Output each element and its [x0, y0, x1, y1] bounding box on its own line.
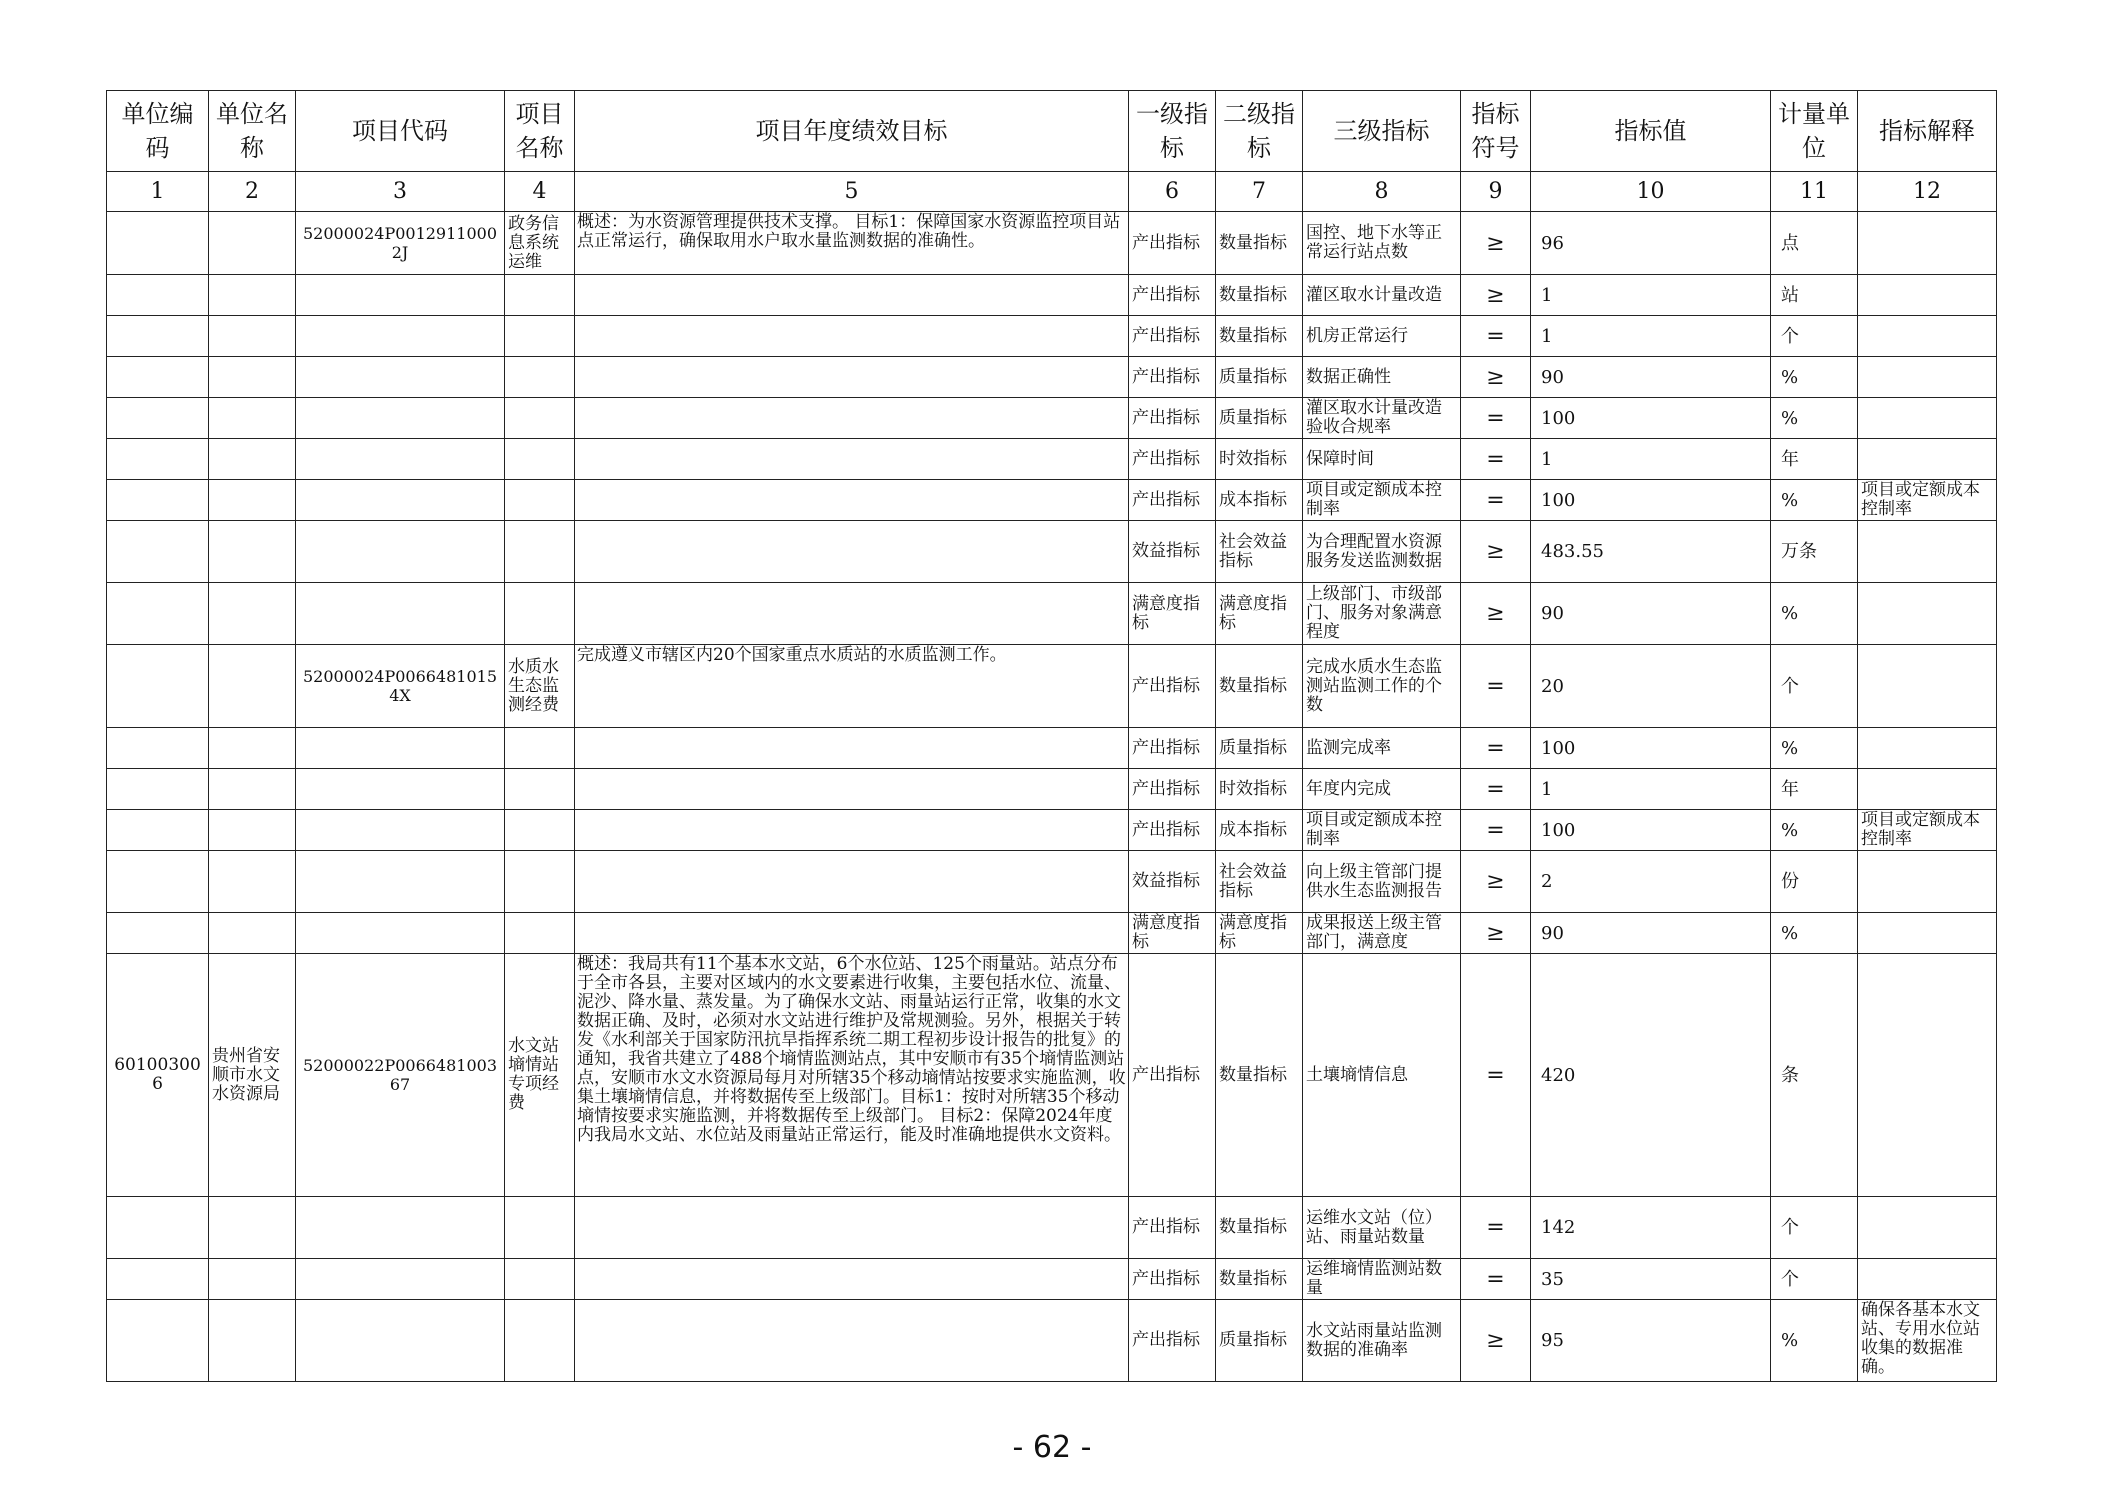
cell-level1-indicator: 产出指标 [1129, 769, 1216, 810]
cell-measure-unit: 条 [1771, 954, 1858, 1197]
cell-indicator-note: 项目或定额成本控制率 [1858, 810, 1997, 851]
cell-level2-indicator: 质量指标 [1216, 398, 1303, 439]
cell-annual-goal [575, 913, 1129, 954]
cell-level3-indicator: 机房正常运行 [1303, 316, 1461, 357]
cell-unit-code [107, 439, 209, 480]
cell-indicator-note [1858, 316, 1997, 357]
cell-level1-indicator: 产出指标 [1129, 954, 1216, 1197]
cell-annual-goal: 完成遵义市辖区内20个国家重点水质站的水质监测工作。 [575, 645, 1129, 728]
cell-unit-code [107, 316, 209, 357]
cell-project-name [505, 851, 575, 913]
cell-project-code [296, 480, 505, 521]
table-body [107, 212, 1997, 1382]
cell-level2-indicator: 满意度指标 [1216, 913, 1303, 954]
cell-level2-indicator: 质量指标 [1216, 357, 1303, 398]
cell-measure-unit: 站 [1771, 275, 1858, 316]
cell-annual-goal [575, 439, 1129, 480]
cell-unit-name [209, 275, 296, 316]
cell-level2-indicator: 时效指标 [1216, 439, 1303, 480]
cell-project-code [296, 1259, 505, 1300]
cell-annual-goal [575, 810, 1129, 851]
cell-indicator-symbol: = [1461, 1197, 1531, 1259]
cell-project-code [296, 583, 505, 645]
header-annual-goal: 项目年度绩效目标 [575, 91, 1129, 172]
cell-indicator-value: 142 [1531, 1197, 1771, 1259]
table-row [107, 583, 1997, 645]
cell-indicator-note [1858, 645, 1997, 728]
cell-unit-name [209, 810, 296, 851]
cell-indicator-value: 483.55 [1531, 521, 1771, 583]
cell-level1-indicator: 产出指标 [1129, 810, 1216, 851]
cell-annual-goal: 概述：为水资源管理提供技术支撑。 目标1：保障国家水资源监控项目站点正常运行，确保取用水户取水量监测数据的准确性。 [575, 212, 1129, 275]
cell-level3-indicator: 数据正确性 [1303, 357, 1461, 398]
cell-measure-unit: 份 [1771, 851, 1858, 913]
cell-level3-indicator: 保障时间 [1303, 439, 1461, 480]
cell-project-code [296, 913, 505, 954]
cell-unit-name [209, 769, 296, 810]
column-number: 5 [575, 172, 1129, 212]
cell-project-name [505, 1197, 575, 1259]
cell-project-name [505, 275, 575, 316]
cell-annual-goal [575, 275, 1129, 316]
cell-project-code [296, 398, 505, 439]
column-number: 10 [1531, 172, 1771, 212]
cell-level3-indicator: 灌区取水计量改造 [1303, 275, 1461, 316]
cell-level3-indicator: 灌区取水计量改造验收合规率 [1303, 398, 1461, 439]
cell-level3-indicator: 上级部门、市级部门、服务对象满意程度 [1303, 583, 1461, 645]
cell-level1-indicator: 产出指标 [1129, 1197, 1216, 1259]
header-project-code: 项目代码 [296, 91, 505, 172]
cell-measure-unit: 个 [1771, 1197, 1858, 1259]
cell-measure-unit: % [1771, 480, 1858, 521]
table-row [107, 769, 1997, 810]
cell-project-name [505, 398, 575, 439]
cell-indicator-value: 95 [1531, 1300, 1771, 1382]
header-unit-code: 单位编码 [107, 91, 209, 172]
cell-level1-indicator: 效益指标 [1129, 521, 1216, 583]
cell-measure-unit: % [1771, 357, 1858, 398]
cell-indicator-symbol: ≥ [1461, 583, 1531, 645]
cell-project-code [296, 1300, 505, 1382]
cell-unit-name [209, 357, 296, 398]
cell-level1-indicator: 产出指标 [1129, 316, 1216, 357]
column-number: 11 [1771, 172, 1858, 212]
column-number: 3 [296, 172, 505, 212]
cell-project-code [296, 728, 505, 769]
column-number-row [107, 172, 1997, 212]
cell-annual-goal [575, 1300, 1129, 1382]
cell-unit-code [107, 1259, 209, 1300]
cell-project-name [505, 521, 575, 583]
cell-unit-name [209, 212, 296, 275]
cell-level1-indicator: 效益指标 [1129, 851, 1216, 913]
table-row [107, 645, 1997, 728]
cell-level3-indicator: 完成水质水生态监测站监测工作的个数 [1303, 645, 1461, 728]
table-row [107, 480, 1997, 521]
cell-indicator-symbol: = [1461, 769, 1531, 810]
cell-project-name [505, 439, 575, 480]
header-project-name: 项目名称 [505, 91, 575, 172]
cell-indicator-symbol: ≥ [1461, 357, 1531, 398]
cell-project-name: 水文站墒情站专项经费 [505, 954, 575, 1197]
cell-project-name [505, 583, 575, 645]
cell-level1-indicator: 产出指标 [1129, 212, 1216, 275]
cell-project-code: 52000022P006648100367 [296, 954, 505, 1197]
cell-level3-indicator: 运维水文站（位）站、雨量站数量 [1303, 1197, 1461, 1259]
cell-indicator-symbol: = [1461, 1259, 1531, 1300]
cell-unit-name [209, 316, 296, 357]
column-number: 7 [1216, 172, 1303, 212]
header-unit-name: 单位名称 [209, 91, 296, 172]
cell-project-name [505, 480, 575, 521]
cell-level2-indicator: 满意度指标 [1216, 583, 1303, 645]
cell-measure-unit: % [1771, 398, 1858, 439]
cell-level3-indicator: 运维墒情监测站数量 [1303, 1259, 1461, 1300]
table-row [107, 439, 1997, 480]
header-measure-unit: 计量单位 [1771, 91, 1858, 172]
cell-indicator-note [1858, 398, 1997, 439]
cell-annual-goal [575, 583, 1129, 645]
cell-indicator-note [1858, 212, 1997, 275]
cell-project-code: 52000024P00129110002J [296, 212, 505, 275]
cell-unit-code [107, 851, 209, 913]
cell-level1-indicator: 产出指标 [1129, 357, 1216, 398]
header-level2-indicator: 二级指标 [1216, 91, 1303, 172]
cell-indicator-symbol: ≥ [1461, 1300, 1531, 1382]
cell-indicator-value: 100 [1531, 398, 1771, 439]
cell-measure-unit: % [1771, 728, 1858, 769]
cell-annual-goal [575, 728, 1129, 769]
cell-indicator-symbol: = [1461, 810, 1531, 851]
cell-project-code [296, 521, 505, 583]
cell-level1-indicator: 满意度指标 [1129, 913, 1216, 954]
cell-project-name [505, 728, 575, 769]
cell-measure-unit: 年 [1771, 439, 1858, 480]
cell-project-code [296, 275, 505, 316]
cell-unit-code [107, 1197, 209, 1259]
column-number: 12 [1858, 172, 1997, 212]
cell-level3-indicator: 国控、地下水等正常运行站点数 [1303, 212, 1461, 275]
cell-project-name: 政务信息系统运维 [505, 212, 575, 275]
cell-indicator-symbol: = [1461, 316, 1531, 357]
cell-indicator-note [1858, 1197, 1997, 1259]
cell-measure-unit: 个 [1771, 316, 1858, 357]
table-row [107, 521, 1997, 583]
cell-project-code [296, 769, 505, 810]
cell-indicator-symbol: ≥ [1461, 275, 1531, 316]
page-number: - 62 - [1012, 1430, 1092, 1465]
cell-measure-unit: % [1771, 913, 1858, 954]
cell-indicator-value: 90 [1531, 357, 1771, 398]
column-number: 2 [209, 172, 296, 212]
cell-unit-name [209, 398, 296, 439]
cell-project-name [505, 316, 575, 357]
cell-level3-indicator: 成果报送上级主管部门，满意度 [1303, 913, 1461, 954]
header-indicator-note: 指标解释 [1858, 91, 1997, 172]
cell-level2-indicator: 质量指标 [1216, 1300, 1303, 1382]
cell-level1-indicator: 产出指标 [1129, 439, 1216, 480]
cell-indicator-note: 确保各基本水文站、专用水位站收集的数据准确。 [1858, 1300, 1997, 1382]
cell-project-code: 52000024P00664810154X [296, 645, 505, 728]
cell-unit-code [107, 521, 209, 583]
cell-indicator-symbol: = [1461, 728, 1531, 769]
cell-unit-code [107, 769, 209, 810]
cell-unit-name [209, 851, 296, 913]
cell-level2-indicator: 数量指标 [1216, 1259, 1303, 1300]
cell-project-code [296, 851, 505, 913]
cell-level3-indicator: 向上级主管部门提供水生态监测报告 [1303, 851, 1461, 913]
cell-unit-code [107, 645, 209, 728]
cell-level2-indicator: 数量指标 [1216, 954, 1303, 1197]
cell-project-code [296, 316, 505, 357]
table-row [107, 1300, 1997, 1382]
cell-unit-name [209, 480, 296, 521]
cell-level2-indicator: 数量指标 [1216, 1197, 1303, 1259]
cell-unit-name [209, 1259, 296, 1300]
cell-level3-indicator: 项目或定额成本控制率 [1303, 810, 1461, 851]
column-number: 4 [505, 172, 575, 212]
cell-project-code [296, 1197, 505, 1259]
cell-indicator-note [1858, 769, 1997, 810]
cell-indicator-symbol: ≥ [1461, 521, 1531, 583]
cell-project-code [296, 439, 505, 480]
cell-indicator-note [1858, 583, 1997, 645]
cell-level1-indicator: 产出指标 [1129, 728, 1216, 769]
cell-indicator-symbol: = [1461, 398, 1531, 439]
cell-project-name [505, 357, 575, 398]
cell-level2-indicator: 数量指标 [1216, 212, 1303, 275]
cell-unit-name [209, 583, 296, 645]
header-indicator-value: 指标值 [1531, 91, 1771, 172]
cell-indicator-value: 90 [1531, 583, 1771, 645]
cell-level2-indicator: 数量指标 [1216, 645, 1303, 728]
cell-level1-indicator: 产出指标 [1129, 275, 1216, 316]
cell-indicator-value: 1 [1531, 316, 1771, 357]
cell-unit-code [107, 357, 209, 398]
cell-unit-code [107, 728, 209, 769]
cell-level2-indicator: 质量指标 [1216, 728, 1303, 769]
cell-level3-indicator: 年度内完成 [1303, 769, 1461, 810]
cell-indicator-symbol: = [1461, 954, 1531, 1197]
cell-project-name [505, 810, 575, 851]
cell-level2-indicator: 成本指标 [1216, 810, 1303, 851]
cell-unit-name [209, 521, 296, 583]
header-level1-indicator: 一级指标 [1129, 91, 1216, 172]
cell-indicator-note [1858, 275, 1997, 316]
cell-project-name: 水质水生态监测经费 [505, 645, 575, 728]
table-row [107, 316, 1997, 357]
cell-level3-indicator: 水文站雨量站监测数据的准确率 [1303, 1300, 1461, 1382]
cell-unit-code [107, 212, 209, 275]
cell-indicator-value: 100 [1531, 480, 1771, 521]
cell-level2-indicator: 时效指标 [1216, 769, 1303, 810]
cell-level3-indicator: 为合理配置水资源服务发送监测数据 [1303, 521, 1461, 583]
cell-unit-name [209, 1197, 296, 1259]
cell-unit-code [107, 1300, 209, 1382]
cell-unit-name [209, 913, 296, 954]
cell-indicator-symbol: = [1461, 480, 1531, 521]
cell-indicator-note [1858, 913, 1997, 954]
cell-indicator-symbol: = [1461, 645, 1531, 728]
table-row [107, 851, 1997, 913]
cell-level3-indicator: 监测完成率 [1303, 728, 1461, 769]
table-row [107, 357, 1997, 398]
header-row [107, 91, 1997, 172]
cell-unit-name [209, 1300, 296, 1382]
cell-project-name [505, 1259, 575, 1300]
cell-level2-indicator: 社会效益指标 [1216, 521, 1303, 583]
table-row [107, 913, 1997, 954]
cell-measure-unit: 年 [1771, 769, 1858, 810]
column-number: 9 [1461, 172, 1531, 212]
cell-measure-unit: % [1771, 810, 1858, 851]
performance-table [106, 90, 1997, 1382]
cell-measure-unit: 点 [1771, 212, 1858, 275]
cell-measure-unit: 个 [1771, 1259, 1858, 1300]
cell-level2-indicator: 数量指标 [1216, 275, 1303, 316]
cell-annual-goal [575, 480, 1129, 521]
cell-indicator-note [1858, 357, 1997, 398]
cell-level3-indicator: 项目或定额成本控制率 [1303, 480, 1461, 521]
cell-indicator-note [1858, 851, 1997, 913]
cell-annual-goal [575, 357, 1129, 398]
cell-annual-goal [575, 398, 1129, 439]
cell-indicator-note: 项目或定额成本控制率 [1858, 480, 1997, 521]
table-row [107, 275, 1997, 316]
cell-level1-indicator: 产出指标 [1129, 480, 1216, 521]
cell-indicator-value: 35 [1531, 1259, 1771, 1300]
cell-project-code [296, 357, 505, 398]
cell-unit-code [107, 583, 209, 645]
cell-annual-goal: 概述：我局共有11个基本水文站，6个水位站、125个雨量站。站点分布于全市各县，主要对区域内的水文要素进行收集，主要包括水位、流量、泥沙、降水量、蒸发量。为了确保水文站、雨量站运行正常，收集的水文数据正确、及时，必须对水文站进行维护及常规测验。另外，根据关于转发《水利部关于国家防汛抗旱指挥系统二期工程初步设计报告的批复》的通知，我省共建立了488个墒情监测站点，其中安顺市有35个墒情监测站点，安顺市水文水资源局每月对所辖35个移动墒情站按要求实施监测，收集土壤墒情信息，并将数据传至上级部门。目标1：按时对所辖35个移动墒情按要求实施监测，并将数据传至上级部门。 目标2：保障2024年度内我局水文站、水位站及雨量站正常运行，能及时准确地提供水文资料。 [575, 954, 1129, 1197]
cell-annual-goal [575, 521, 1129, 583]
cell-indicator-value: 90 [1531, 913, 1771, 954]
cell-unit-name [209, 645, 296, 728]
cell-measure-unit: % [1771, 1300, 1858, 1382]
cell-unit-code [107, 480, 209, 521]
cell-annual-goal [575, 316, 1129, 357]
cell-indicator-value: 96 [1531, 212, 1771, 275]
cell-indicator-value: 1 [1531, 439, 1771, 480]
cell-annual-goal [575, 851, 1129, 913]
column-number: 6 [1129, 172, 1216, 212]
cell-unit-code [107, 398, 209, 439]
cell-indicator-note [1858, 521, 1997, 583]
cell-level1-indicator: 产出指标 [1129, 1300, 1216, 1382]
cell-level2-indicator: 社会效益指标 [1216, 851, 1303, 913]
cell-unit-code [107, 275, 209, 316]
cell-annual-goal [575, 1259, 1129, 1300]
cell-indicator-note [1858, 954, 1997, 1197]
cell-indicator-note [1858, 439, 1997, 480]
cell-indicator-value: 1 [1531, 769, 1771, 810]
table-row [107, 398, 1997, 439]
cell-level3-indicator: 土壤墒情信息 [1303, 954, 1461, 1197]
cell-indicator-value: 2 [1531, 851, 1771, 913]
column-number: 8 [1303, 172, 1461, 212]
header-indicator-symbol: 指标符号 [1461, 91, 1531, 172]
cell-unit-code [107, 810, 209, 851]
cell-level1-indicator: 产出指标 [1129, 1259, 1216, 1300]
cell-level1-indicator: 满意度指标 [1129, 583, 1216, 645]
cell-indicator-symbol: = [1461, 439, 1531, 480]
table-row [107, 1259, 1997, 1300]
cell-indicator-symbol: ≥ [1461, 913, 1531, 954]
cell-indicator-value: 1 [1531, 275, 1771, 316]
column-number: 1 [107, 172, 209, 212]
cell-indicator-value: 20 [1531, 645, 1771, 728]
cell-indicator-symbol: ≥ [1461, 851, 1531, 913]
table-row [107, 212, 1997, 275]
cell-measure-unit: 个 [1771, 645, 1858, 728]
header-level3-indicator: 三级指标 [1303, 91, 1461, 172]
cell-level2-indicator: 成本指标 [1216, 480, 1303, 521]
cell-project-code [296, 810, 505, 851]
cell-unit-name [209, 439, 296, 480]
cell-indicator-symbol: ≥ [1461, 212, 1531, 275]
cell-unit-name: 贵州省安顺市水文水资源局 [209, 954, 296, 1197]
cell-project-name [505, 769, 575, 810]
cell-measure-unit: 万条 [1771, 521, 1858, 583]
cell-unit-code [107, 913, 209, 954]
table-row [107, 810, 1997, 851]
cell-project-name [505, 913, 575, 954]
cell-annual-goal [575, 769, 1129, 810]
cell-measure-unit: % [1771, 583, 1858, 645]
table-row [107, 954, 1997, 1197]
cell-unit-name [209, 728, 296, 769]
cell-annual-goal [575, 1197, 1129, 1259]
cell-unit-code: 601003006 [107, 954, 209, 1197]
cell-indicator-value: 100 [1531, 728, 1771, 769]
cell-project-name [505, 1300, 575, 1382]
cell-indicator-value: 420 [1531, 954, 1771, 1197]
cell-level2-indicator: 数量指标 [1216, 316, 1303, 357]
table-row [107, 728, 1997, 769]
cell-indicator-value: 100 [1531, 810, 1771, 851]
table-row [107, 1197, 1997, 1259]
cell-indicator-note [1858, 1259, 1997, 1300]
cell-level1-indicator: 产出指标 [1129, 645, 1216, 728]
cell-level1-indicator: 产出指标 [1129, 398, 1216, 439]
cell-indicator-note [1858, 728, 1997, 769]
